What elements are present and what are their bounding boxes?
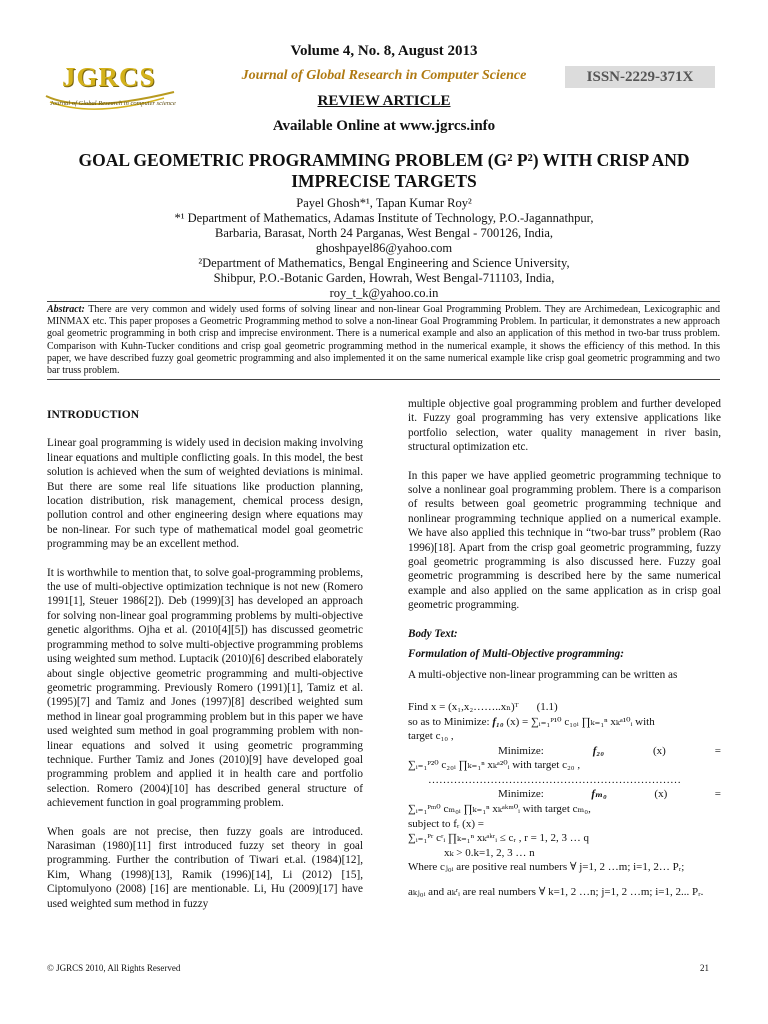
objective-2-expression: ∑ᵢ₌₁ᴾ²⁰ c₂₀ᵢ ∏ₖ₌₁ⁿ xₖᵃ²⁰ᵢ with target c₂₀ , [408,759,581,772]
minimize-label: Minimize: [498,788,544,801]
paragraph: multiple objective goal programming problem and further developed it. Fuzzy goal programming has very extensive applications like portfolio selection, water quality management in river basin, structural optimization etc. [408,398,721,454]
right-column [408,397,721,900]
minimize-label: so as to Minimize: [408,715,493,728]
equation-number: (1.1) [536,700,558,713]
target-1: target c₁₀ , [408,730,454,743]
body-text-heading: Body Text: [408,627,458,640]
objective-m-header [408,787,721,802]
online-availability: Available Online at www.jgrcs.info [272,118,496,134]
objective-m-expression: ∑ᵢ₌₁ᴾᵐ⁰ cₘ₀ᵢ ∏ₖ₌₁ⁿ xₖᵃᵏᵐ⁰ᵢ with target cₘ₀, [408,803,591,816]
objective-symbol: fₘ₀ [591,788,607,801]
ellipsis-line: …………………………………………………………… [428,773,681,786]
abstract-text: There are very common and widely used forms of solving linear and non-linear Goal Programming Problem. They are Archimedean, Lexicographic and MINMAX etc. This paper proposes a Geometric Programming method to solve a non-linear Goal Programming Problem. In particular, it demonstrates a new approach goal geometric programming in both crisp and imprecise environment. There is a numerical example and also an application of this method in two-bar truss problem. Comparison with Kuhn-Tucker conditions and crisp goal geometric programming method in the numerical example, it shows the efficiency of this method. In this paper, we have described fuzzy goal geometric programming and also implemented it on the same numerical example like crisp goal geometric programming and two bar truss problem. [47,304,720,377]
paragraph: Linear goal programming is widely used in decision making involving linear equations and multiple conflicting goals. In this model, the best solution is achieved when the sum of weighted deviations is minimal. But there are some real life situations like production planning, location distribution, risk management, chemical process design, pollution control and other engineering design where equations may be non-linear. For such type of mathematical model goal geometric programming may be an excellent method. [47,437,363,551]
subject-to: subject to fᵣ (x) = [408,817,484,830]
title-line-2: IMPRECISE TARGETS [291,171,477,191]
article-type: REVIEW ARTICLE [317,93,451,109]
paragraph: When goals are not precise, then fuzzy goals are introduced. Narasiman (1980)[11] first introduced fuzzy set theory in goal programming. Further the contribution of Tiwari et.al. (1984)[12], Kim, Whang (1998)[13], Ramik (1996)[14], Li (2012) [15], Ciptomulyono (2008) [16] are mentionable. Li, Hu (2009)[17] have used weighted sum method in fuzzy [47,825,363,910]
objective-symbol: f₂₀ [592,744,605,757]
abstract-label: Abstract: [47,304,85,315]
paragraph: In this paper we have applied geometric programming technique to solve a nonlinear goal programming problem. There is a comparison of results between goal geometric programming technique and nonlinear programming technique applied on a numerical example. We have also applied this technique in “two-bar truss” problem (Rao 1996)[18]. Apart from the crisp goal geometric programming, fuzzy goal geometric programming is also discussed here. Fuzzy goal geometric programming is described here by the same numerical example and also applied on the same application as in crisp goal geometric programming. [408,469,721,612]
title-line-1: GOAL GEOMETRIC PROGRAMMING PROBLEM (G² P²) WITH CRISP AND [78,150,690,170]
logo-tagline: Journal of Global Research in computer science [50,100,176,107]
formulation-heading: Formulation of Multi-Objective programming: [408,648,624,661]
copyright: © JGRCS 2010, All Rights Reserved [47,963,181,973]
find-vector: Find x = (x₁,x₂……..xₙ)ᵀ [408,700,519,713]
equals-sign: = [714,788,721,801]
minimize-label: Minimize: [498,744,544,757]
affiliation-2-email: roy_t_k@yahoo.co.in [329,286,439,300]
objective-1 [408,715,721,730]
affiliation-1-email: ghoshpayel86@yahoo.com [315,241,453,255]
paragraph: It is worthwhile to mention that, to solve goal-programming problems, the use of multi-objective optimization technique is not new (Romero 1991[1], Steuer 1986[2]). Deb (1999)[3] has developed an approach for solving non-linear goal programming problems by multi-objective genetic algorithms. Ojha et al. (2010[4][5]) has discussed geometric programming method to solve multi-objective programming problems using weighted sum method. Luptacik (2010)[6] described elaborately about single objective geometric programming and multi-objective geometric programming. Previously Romero (1991)[1], Tamiz et al. (1995)[7] and Tamiz and Jones (1997)[8] described weighted sum method in linear goal programming problem but in this paper we have used weighted sum method in goal programming problem with non-linear equations and solved it using geometric programming technique. Further Tamiz and Jones (2010)[9] have developed goal programming problem and applied it in health care and portfolio selection. Romero (2004)[10] has described general structure of achievement function in goal programming problem. [47,566,363,810]
argument: (x) [654,788,668,801]
paper-title [0,150,768,192]
journal-logo [44,56,184,122]
positivity-constraint: xₖ > 0.k=1, 2, 3 … n [444,846,535,859]
paragraph: A multi-objective non-linear programming can be written as [408,668,678,681]
page-number: 21 [700,963,709,973]
affiliation-1-line-2: Barbaria, Barasat, North 24 Parganas, West Bengal - 700126, India, [214,226,554,240]
issn-badge: ISSN-2229-371X [565,66,715,88]
logo-wordmark: JGRCS [62,62,156,92]
where-clause-1: Where cⱼ₀ᵢ are positive real numbers ∀ j=1, 2 …m; i=1, 2… Pᵣ; [408,861,685,874]
where-clause-2: aₖⱼ₀ᵢ and aₖʳᵢ are real numbers ∀ k=1, 2 …n; j=1, 2 …m; i=1, 2... Pᵣ. [408,886,704,899]
find-line [408,700,721,715]
author-list: Payel Ghosh*¹, Tapan Kumar Roy² [296,196,472,210]
affiliation-1-line-1: *¹ Department of Mathematics, Adamas Institute of Technology, P.O.-Jagannathpur, [174,211,594,225]
affiliation-2-line-2: Shibpur, P.O.-Botanic Garden, Howrah, West Bengal-711103, India, [213,271,555,285]
objective-symbol: f₁₀ [492,715,504,728]
volume-info: Volume 4, No. 8, August 2013 [290,43,478,59]
equals-sign: = [714,744,721,757]
journal-name: Journal of Global Research in Computer Science [241,68,527,83]
section-heading-introduction: INTRODUCTION [47,409,140,421]
abstract [47,301,720,380]
formulation-equations [408,700,721,900]
affiliation-2-line-1: ²Department of Mathematics, Bengal Engineering and Science University, [198,256,570,270]
constraint: ∑ᵢ₌₁ᴾʳ cʳᵢ ∏ₖ₌₁ⁿ xₖᵃᵏʳᵢ ≤ cᵣ , r = 1, 2, 3 … q [408,832,590,845]
objective-2-header [408,744,721,759]
argument: (x) [653,744,666,757]
left-column [47,408,363,925]
objective-expression: (x) = ∑ᵢ₌₁ᴾ¹⁰ c₁₀ᵢ ∏ₖ₌₁ⁿ xₖᵃ¹⁰ᵢ with [503,715,655,728]
